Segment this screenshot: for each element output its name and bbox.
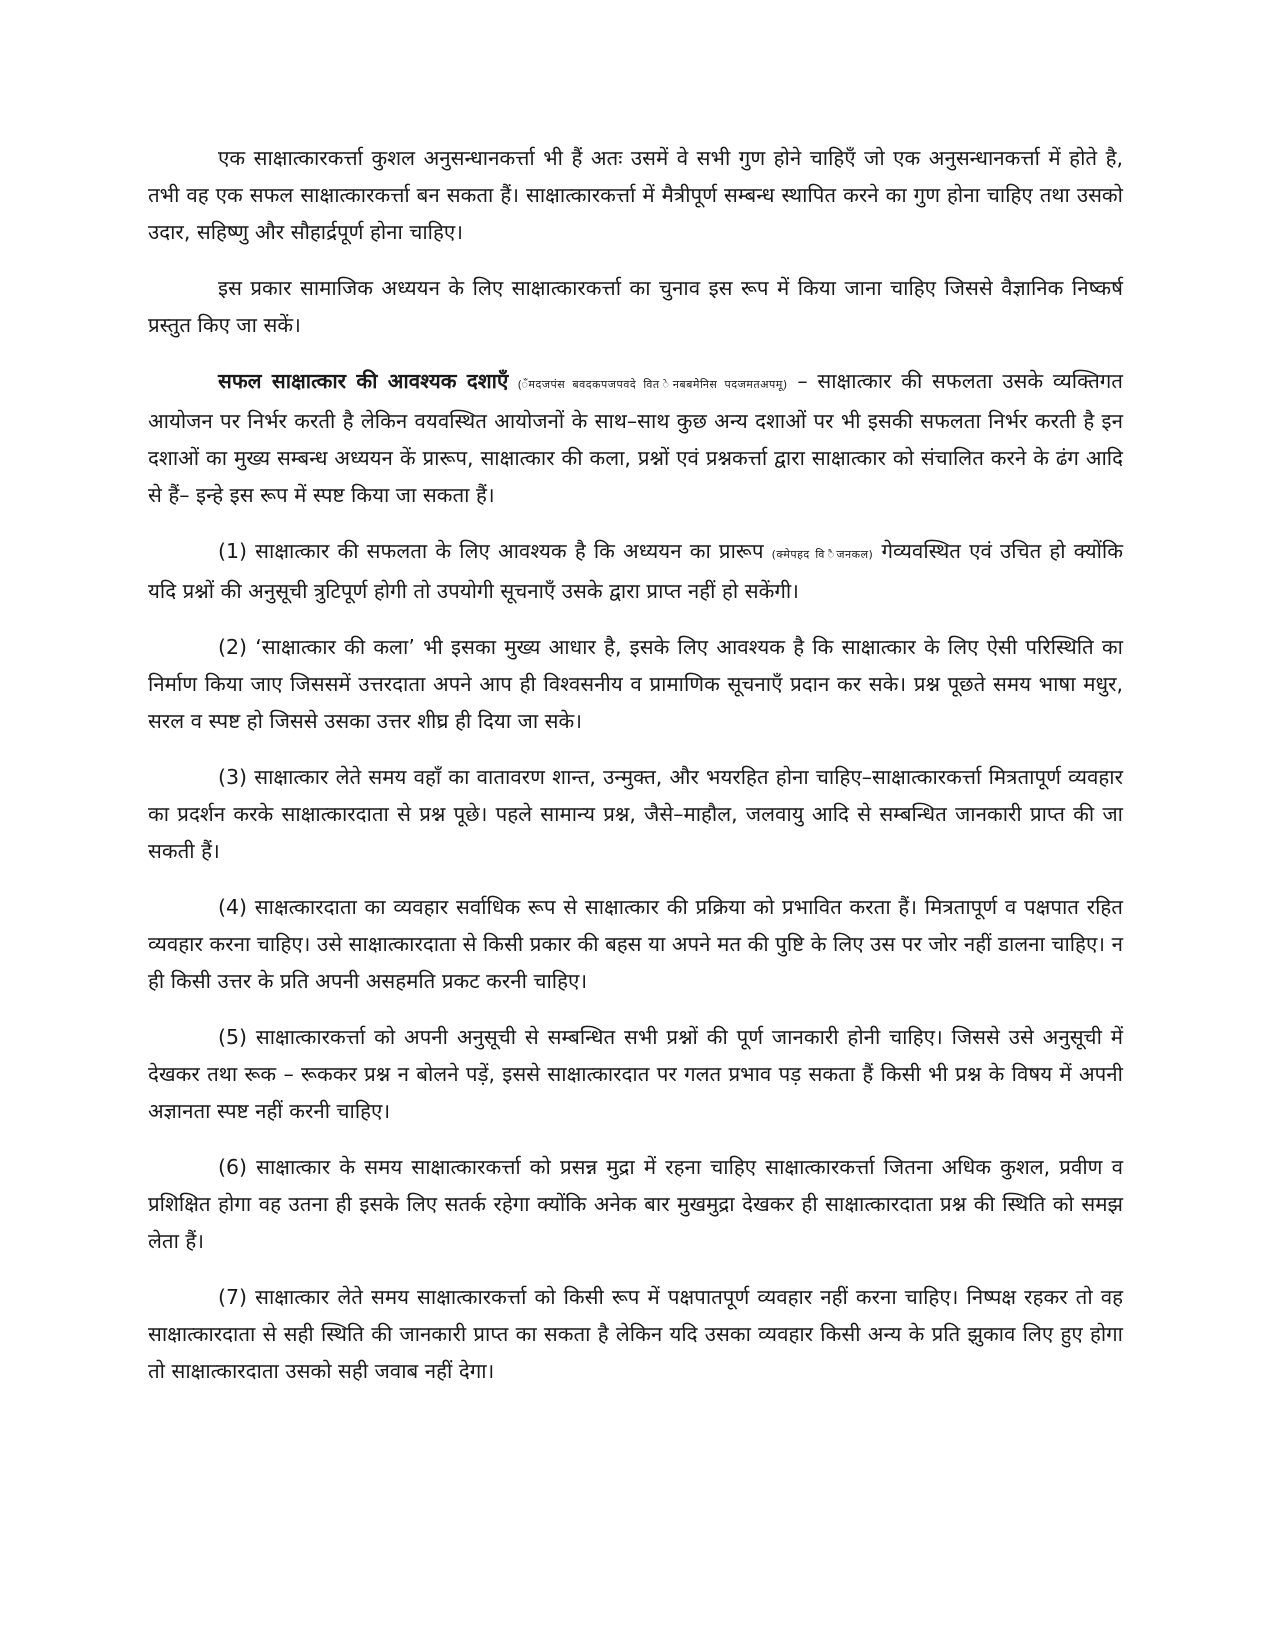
point-1-end: गेव्यवस्थित एवं उचित हो क्योंकि यदि प्रश्नों की अनुसूची त्रुटिपूर्ण होगी तो उपयोगी सूचनाएँ उसके द्वारा प्राप्त नहीं हो सकेंगी। xyxy=(148,539,1123,603)
point-1-gloss: (क्मेपहद वि ैजनकल) xyxy=(771,548,874,561)
section-heading: सफल साक्षात्कार की आवश्यक दशाएँ xyxy=(218,369,509,393)
paragraph-point-4: (4) साक्षत्कारदाता का व्यवहार सर्वाधिक रूप से साक्षात्कार की प्रक्रिया को प्रभावित करता हैं। मित्रतापूर्ण व पक्षपात रहित व्यवहार करना चाहिए। उसे साक्षात्कारदाता से किसी प्रकार की बहस या अपने मत की पुष्टि के लिए उस पर जोर नहीं डालना चाहिए। न ही किसी उत्तर के प्रति अपनी असहमति प्रकट करनी चाहिए। xyxy=(148,895,1123,993)
paragraph-essential-conditions xyxy=(148,363,1123,514)
paragraph-point-5: (5) साक्षात्कारकर्त्ता को अपनी अनुसूची से सम्बन्धित सभी प्रश्नों की पूर्ण जानकारी होनी चाहिए। जिससे उसे अनुसूची में देखकर तथा रूक – रूककर प्रश्न न बोलने पड़ें, इससे साक्षात्कारदात पर गलत प्रभाव पड़ सकता हैं किसी भी प्रश्न के विषय में अपनी अज्ञानता स्पष्ट नहीं करनी चाहिए। xyxy=(148,1025,1123,1123)
paragraph-interviewer-qualities: एक साक्षात्कारकर्त्ता कुशल अनुसन्धानकर्त्ता भी हैं अतः उसमें वे सभी गुण होने चाहिएँ जो एक अनुसन्धानकर्त्ता में होते है, तभी वह एक सफल साक्षात्कारकर्त्ता बन सकता हैं। साक्षात्कारकर्त्ता में मैत्रीपूर्ण सम्बन्ध स्थापित करने का गुण होना चाहिए तथा उसको उदार, सहिष्णु और सौहार्द्रपूर्ण होना चाहिए। xyxy=(148,146,1123,244)
paragraph-interviewer-selection: इस प्रकार सामाजिक अध्ययन के लिए साक्षात्कारकर्त्ता का चुनाव इस रूप में किया जाना चाहिए जिससे वैज्ञानिक निष्कर्ष प्रस्तुत किए जा सकें। xyxy=(148,276,1123,337)
paragraph-point-7: (7) साक्षात्कार लेते समय साक्षात्कारकर्त्ता को किसी रूप में पक्षपातपूर्ण व्यवहार नहीं करना चाहिए। निष्पक्ष रहकर तो वह साक्षात्कारदाता से सही स्थिति की जानकारी प्राप्त का सकता है लेकिन यदि उसका व्यवहार किसी अन्य के प्रति झुकाव लिए हुए होगा तो साक्षात्कारदाता उसको सही जवाब नहीं देगा। xyxy=(148,1285,1123,1383)
section-body: – साक्षात्कार की सफलता उसके व्यक्तिगत आयोजन पर निर्भर करती है लेकिन वयवस्थित आयोजनों के साथ–साथ कुछ अन्य दशाओं पर भी इसकी सफलता निर्भर करती है इन दशाओं का मुख्य सम्बन्ध अध्ययन कें प्रारूप, साक्षात्कार की कला, प्रश्नों एवं प्रश्नकर्त्ता द्वारा साक्षात्कार को संचालित करने के ढंग आदि से हैं– इन्हे इस रूप में स्पष्ट किया जा सकता हैं। xyxy=(148,369,1123,507)
document-page xyxy=(148,140,1123,1409)
paragraph-point-3: (3) साक्षात्कार लेते समय वहाँ का वातावरण शान्त, उन्मुक्त, और भयरहित होना चाहिए–साक्षात्कारकर्त्ता मित्रतापूर्ण व्यवहार का प्रदर्शन करके साक्षात्कारदाता से प्रश्न पूछे। पहले सामान्य प्रश्न, जैसे–माहौल, जलवायु आदि से सम्बन्धित जानकारी प्राप्त की जा सकती हैं। xyxy=(148,765,1123,863)
paragraph-point-1 xyxy=(148,533,1123,610)
paragraph-point-2: (2) ‘साक्षात्कार की कला’ भी इसका मुख्य आधार है, इसके लिए आवश्यक है कि साक्षात्कार के लिए ऐसी परिस्थिति का निर्माण किया जाए जिससमें उत्तरदाता अपने आप ही विश्वसनीय व प्रामाणिक सूचनाएँ प्रदान कर सके। प्रश्न पूछते समय भाषा मधुर, सरल व स्पष्ट हो जिससे उसका उत्तर शीघ्र ही दिया जा सके। xyxy=(148,635,1123,733)
paragraph-point-6: (6) साक्षात्कार के समय साक्षात्कारकर्त्ता को प्रसन्न मुद्रा में रहना चाहिए साक्षात्कारकर्त्ता जितना अधिक कुशल, प्रवीण व प्रशिक्षित होगा वह उतना ही इसके लिए सतर्क रहेगा क्योंकि अनेक बार मुखमुद्रा देखकर ही साक्षात्कारदाता प्रश्न की स्थिति को समझ लेता हैं। xyxy=(148,1155,1123,1253)
heading-gloss: (ँमदजपंस बवदकपजपवदे वित ेनबबमेेनिस पदजमतअपमू) xyxy=(518,378,788,391)
point-1-start: (1) साक्षात्कार की सफलता के लिए आवश्यक है कि अध्ययन का प्रारूप xyxy=(218,539,772,563)
